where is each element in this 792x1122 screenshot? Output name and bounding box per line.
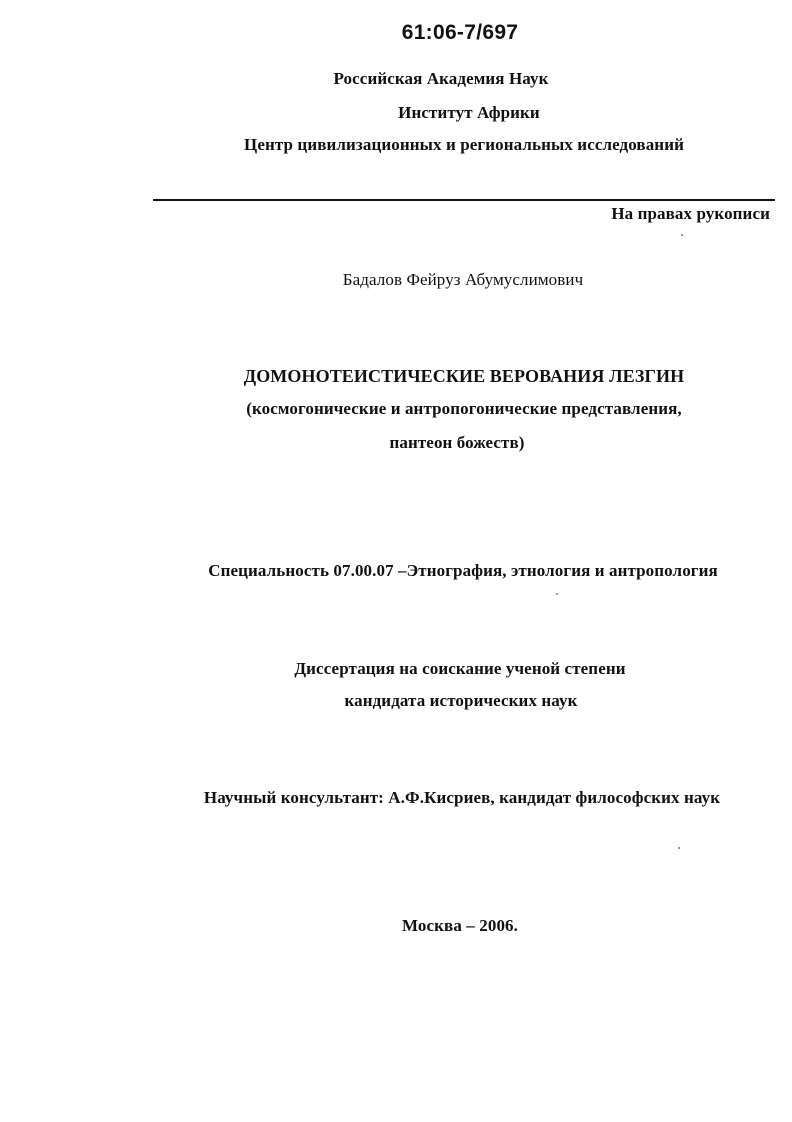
dissertation-title: ДОМОНОТЕИСТИЧЕСКИЕ ВЕРОВАНИЯ ЛЕЗГИН [243,366,685,386]
author-name: Бадалов Фейруз Абумуслимович [342,270,584,289]
catalog-stamp: 61:06-7/697 [401,21,519,44]
scan-speck [556,593,558,595]
academy-name: Российская Академия Наук [333,69,549,88]
dissertation-subtitle-line2: пантеон божеств) [389,433,525,452]
center-name: Центр цивилизационных и региональных исследований [244,135,684,154]
dissertation-subtitle-line1: (космогонические и антропогонические представления, [246,399,682,418]
scan-speck [678,847,680,849]
manuscript-rights-note: На правах рукописи [611,204,770,223]
header-divider [153,199,775,201]
scientific-advisor: Научный консультант: А.Ф.Кисриев, кандидат философских наук [203,788,721,807]
degree-line1: Диссертация на соискание ученой степени [294,659,626,678]
specialty-line: Специальность 07.00.07 –Этнография, этнология и антропология [208,561,718,580]
institute-name: Институт Африки [398,103,540,122]
city-year: Москва – 2006. [402,916,518,935]
scan-speck [681,234,683,236]
degree-line2: кандидата исторических наук [344,691,578,710]
